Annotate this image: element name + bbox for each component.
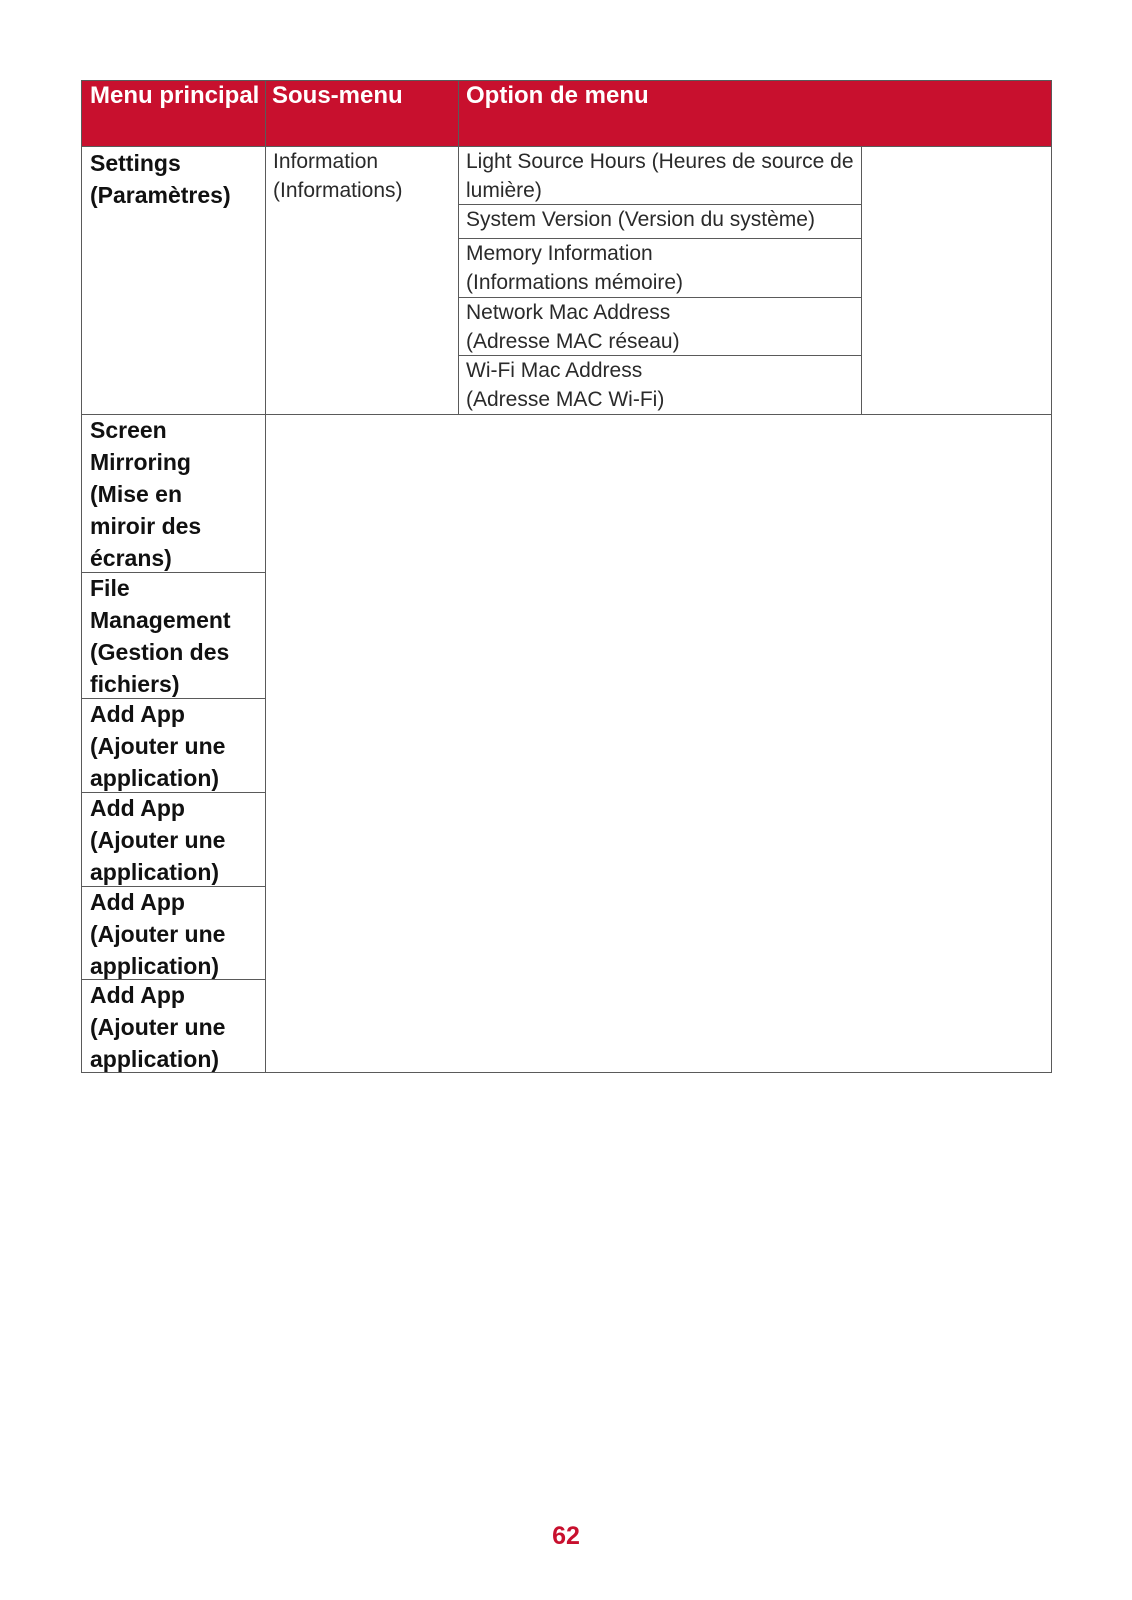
main-menu-add-app: Add App (Ajouter une application) bbox=[90, 889, 226, 979]
submenu-information: Information (Informations) bbox=[273, 150, 403, 202]
main-menu-add-app: Add App (Ajouter une application) bbox=[90, 701, 226, 791]
column-divider-3 bbox=[861, 147, 862, 414]
main-menu-file-management: File Management (Gestion des fichiers) bbox=[90, 575, 231, 697]
option-memory-information: Memory Information (Informations mémoire) bbox=[466, 242, 684, 294]
page-number: 62 bbox=[552, 1522, 580, 1550]
option-light-source-hours: Light Source Hours (Heures de source de lumière) bbox=[466, 150, 854, 202]
main-menu-screen-mirroring: Screen Mirroring (Mise en miroir des écrans) bbox=[90, 417, 202, 571]
main-menu-add-app: Add App (Ajouter une application) bbox=[90, 795, 226, 885]
option-network-mac-address: Network Mac Address (Adresse MAC réseau) bbox=[466, 301, 680, 353]
table-left-border bbox=[81, 80, 82, 1072]
column-divider-2 bbox=[458, 80, 459, 414]
header-menu-option: Option de menu bbox=[466, 82, 649, 109]
column-divider-1 bbox=[265, 80, 266, 1072]
main-menu-add-app: Add App (Ajouter une application) bbox=[90, 982, 226, 1072]
header-main-menu: Menu principal bbox=[90, 82, 260, 109]
option-system-version: System Version (Version du système) bbox=[466, 208, 815, 231]
header-submenu: Sous-menu bbox=[272, 82, 403, 109]
table-right-border bbox=[1051, 80, 1052, 1072]
option-wifi-mac-address: Wi-Fi Mac Address (Adresse MAC Wi-Fi) bbox=[466, 359, 665, 411]
main-menu-settings: Settings (Paramètres) bbox=[90, 150, 231, 208]
